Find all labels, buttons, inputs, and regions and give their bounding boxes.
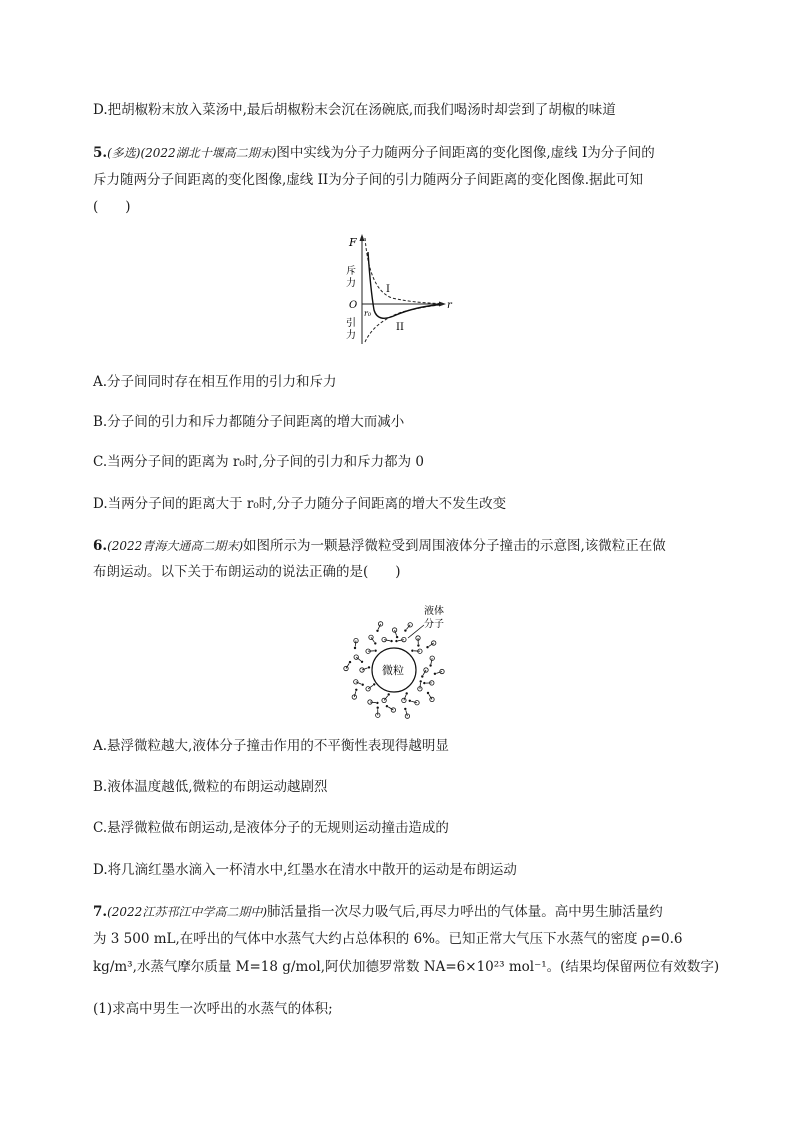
q7-source: (2022江苏邗江中学高二期中) [107,905,267,919]
molecule-arrowhead [404,708,406,710]
label-r0: r₀ [364,309,372,318]
molecule-arrowhead [406,692,408,694]
molecule-arrowhead [409,700,411,702]
q6-stem-line-2: 布朗运动。以下关于布朗运动的说法正确的是( ) [93,564,401,580]
q5-option-b: B.分子间的引力和斥力都随分子间距离的增大而减小 [93,414,405,430]
liquid-label-2: 分子 [424,619,444,630]
q7-stem-line-2: 为 3 500 mL,在呼出的气体中水蒸气大约占总体积的 6%。已知正常大气压下水蒸气的密度 ρ=0.6 [93,931,683,947]
label-f: F [349,236,357,249]
molecule-arrowhead [395,640,397,642]
molecule-arrowhead [368,666,370,668]
label-curve-ii: II [396,322,404,333]
q5-number: 5. [93,145,108,161]
q7-stem-line-1 [93,902,663,922]
molecule-arrowhead [423,682,425,684]
molecular-force-graph [330,232,455,350]
q4-option-d: D.把胡椒粉末放入菜汤中,最后胡椒粉末会沉在汤碗底,而我们喝汤时却尝到了胡椒的味道 [93,102,616,118]
molecule-arrowhead [417,644,419,646]
molecule-arrowhead [374,650,376,652]
molecule-arrowhead [374,642,376,644]
molecule-arrowhead [396,636,398,638]
q6-text-1: 如图所示为一颗悬浮微粒受到周围液体分子撞击的示意图,该微粒正在做 [243,538,666,554]
q5-option-c: C.当两分子间的距离为 r₀时,分子间的引力和斥力都为 0 [93,454,424,470]
q5-text-1: 图中实线为分子力随两分子间距离的变化图像,虚线 I为分子间的 [276,145,655,161]
molecule-arrowhead [354,647,356,649]
q7-number: 7. [93,904,108,920]
liquid-molecule [432,641,436,645]
q5-option-a: A.分子间同时存在相互作用的引力和斥力 [93,374,337,390]
label-r: r [447,300,452,311]
molecule-arrowhead [355,689,357,691]
q5-option-d: D.当两分子间的距离大于 r₀时,分子力随分子间距离的增大不发生改变 [93,496,507,512]
molecule-arrowhead [426,646,428,648]
molecule-arrowhead [377,707,379,709]
molecule-arrowhead [362,684,364,686]
molecule-arrowhead [349,661,351,663]
molecule-arrowhead [361,661,363,663]
liquid-label-1: 液体 [424,606,444,617]
q6-option-c: C.悬浮微粒做布朗运动,是液体分子的无规则运动撞击造成的 [93,820,449,836]
molecule-arrowhead [404,629,406,631]
label-attraction-2: 力 [346,330,356,341]
label-curve-i: I [386,284,390,295]
f-axis-arrow [360,234,365,241]
molecule-arrowhead [434,673,436,675]
molecule-arrowhead [373,683,375,685]
q5-stem-line-2: 斥力随两分子间距离的变化图像,虚线 II为分子间的引力随两分子间距离的变化图像.据此可知 [93,172,644,188]
q5-answer-blank: ( ) [93,199,131,215]
q7-stem-line-3: kg/m³,水蒸气摩尔质量 M=18 g/mol,阿伏加德罗常数 NA=6×10²³ mol⁻¹。(结果均保留两位有效数字) [93,959,720,975]
r-axis-arrow [439,302,446,307]
q5-stem-line-1 [93,143,655,163]
q5-tag: (多选) [107,146,141,160]
molecule-arrowhead [427,692,429,694]
label-attraction-1: 引 [346,318,356,329]
q6-stem-line-1 [93,536,666,556]
molecule-arrowhead [429,664,431,666]
q6-number: 6. [93,538,108,554]
q6-option-b: B.液体温度越低,微粒的布朗运动越剧烈 [93,779,328,795]
liquid-molecule [354,680,358,684]
label-repulsion-1: 斥 [346,266,356,277]
molecule-arrowhead [376,630,378,632]
label-repulsion-2: 力 [346,278,356,289]
molecule-arrowhead [386,705,388,707]
curve-i-repulsion [365,238,440,304]
molecule-arrowhead [390,640,392,642]
molecule-arrowhead [411,650,413,652]
liquid-molecule [352,695,356,699]
liquid-molecule [402,698,406,702]
label-origin: O [349,300,358,311]
brownian-motion-diagram [338,600,458,720]
q7-sub-1: (1)求高中男生一次呼出的水蒸气的体积; [93,1001,333,1017]
molecule-arrowhead [420,680,422,682]
molecule-arrowhead [388,693,390,695]
net-force-curve [368,252,440,318]
particle-label: 微粒 [382,664,404,677]
q6-option-a: A.悬浮微粒越大,液体分子撞击作用的不平衡性表现得越明显 [93,738,449,754]
molecule-arrowhead [421,675,423,677]
q5-source: (2022湖北十堰高二期末) [140,146,277,160]
liquid-molecule [391,708,395,712]
q7-text-1: 肺活量指一次尽力吸气后,再尽力呼出的气体量。高中男生肺活量约 [267,904,663,920]
liquid-molecule [392,628,396,632]
q6-source: (2022青海大通高二期末) [107,539,243,553]
q6-option-d: D.将几滴红墨水滴入一杯清水中,红墨水在清水中散开的运动是布朗运动 [93,862,517,878]
molecule-arrowhead [376,702,378,704]
liquid-molecule [430,697,434,701]
